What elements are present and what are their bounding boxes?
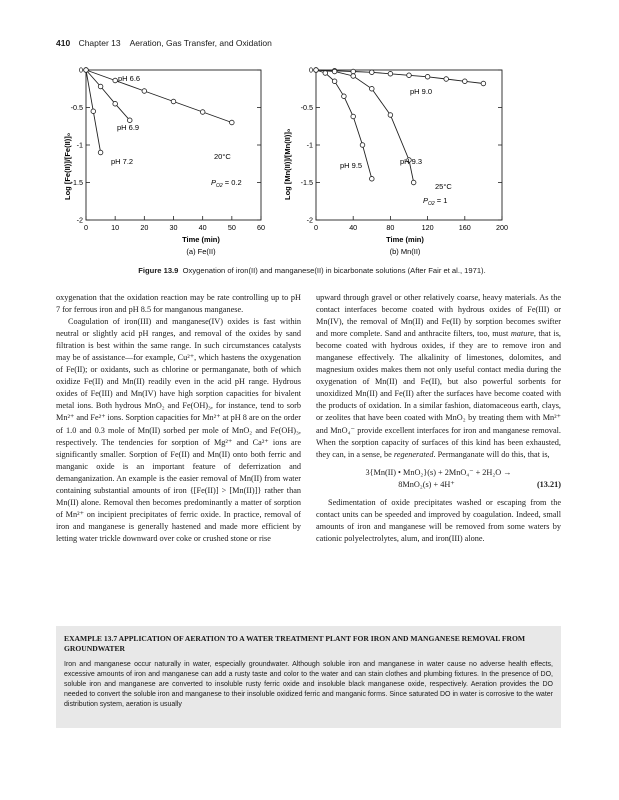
x-tick-label: 50 bbox=[227, 223, 236, 232]
data-point bbox=[481, 81, 486, 86]
x-tick-label: 0 bbox=[314, 223, 318, 232]
po2-label: $P_{O2} = 1$ bbox=[423, 196, 448, 207]
series-label: pH 9.0 bbox=[410, 87, 433, 96]
x-tick-label: 10 bbox=[111, 223, 120, 232]
y-tick-label: -2 bbox=[306, 215, 313, 225]
y-axis-label: Log [Fe(II)]/[Fe(II)]₀ bbox=[63, 132, 72, 200]
x-tick-label: 0 bbox=[84, 223, 88, 232]
data-point bbox=[407, 73, 412, 78]
x-tick-label: 60 bbox=[257, 223, 265, 232]
y-tick-label: -1.5 bbox=[300, 178, 313, 187]
emphasis: mature bbox=[510, 329, 534, 339]
figure-caption bbox=[72, 266, 552, 275]
equation-line: 8MnO₂(s) + 4H⁺ bbox=[398, 479, 455, 489]
chart-fe-ii bbox=[56, 60, 286, 265]
x-tick-label: 40 bbox=[198, 223, 207, 232]
series-line bbox=[316, 70, 483, 84]
emphasis: regenerated bbox=[393, 449, 434, 459]
data-point bbox=[360, 143, 365, 148]
data-point bbox=[113, 101, 118, 106]
data-point bbox=[84, 68, 89, 73]
y-tick-label: 0 bbox=[79, 65, 83, 75]
data-point bbox=[142, 89, 147, 94]
y-tick-label: -1 bbox=[306, 140, 313, 150]
series-label: pH 9.5 bbox=[340, 161, 363, 170]
data-point bbox=[91, 109, 96, 114]
paragraph: oxygenation that the oxidation reaction may be rate controlling up to pH 7 for ferrous iron and pH 8.5 for manganous manganese. bbox=[56, 293, 301, 315]
po2-label: $P_{O2} = 0.2$ bbox=[211, 178, 242, 189]
equation-line: 3{Mn(II) • MnO₂}(s) + 2MnO₄⁻ + 2H₂O → bbox=[365, 467, 512, 477]
data-point bbox=[370, 70, 375, 75]
x-tick-label: 160 bbox=[458, 223, 471, 232]
figure-caption-text: Oxygenation of iron(II) and manganese(II) in bicarbonate solutions (After Fair et al., 1971). bbox=[182, 266, 486, 275]
chapter-label: Chapter 13 bbox=[78, 38, 121, 48]
data-point bbox=[127, 118, 132, 123]
series-line bbox=[86, 70, 232, 123]
data-point bbox=[332, 69, 337, 74]
y-tick-label: -0.5 bbox=[300, 103, 313, 112]
data-point bbox=[411, 180, 416, 185]
series-label: pH 7.2 bbox=[111, 157, 134, 166]
x-tick-label: 30 bbox=[169, 223, 178, 232]
data-point bbox=[351, 74, 356, 79]
x-tick-label: 40 bbox=[349, 223, 358, 232]
data-point bbox=[370, 86, 375, 91]
plot-frame bbox=[86, 70, 261, 220]
data-point bbox=[463, 79, 468, 84]
data-point bbox=[200, 110, 205, 115]
x-tick-label: 200 bbox=[496, 223, 508, 232]
paragraph: Coagulation of iron(III) and manganese(IV) oxides is fast within neutral or slightly acid pH ranges, and removal of the oxides by sand filtration is best within the same range. In such circumstances catalysts may be of assistance—for example, Cu²⁺, which hastens the oxygenation of Fe(II); or oxidants, such as chlorine or permanganate, both of which oxidize Fe(II) and Mn(II) readily even in the acid pH range. Hydrous oxides of Fe(III) and Mn(IV) have high sorption capacities for bivalent metal ions. Both hydrous MnO₂ and Fe(OH)₃, for instance, tend to sorb Mn²⁺ and Fe²⁺ ions. Sorption capacities for Mn²⁺ at pH 8 are on the order of 1.0 and 0.3 mole of Mn(II) sorbed per mole of MnO₂ and Fe(OH)₃, respectively. The tendencies for sorption of Mg²⁺ and Ca²⁺ ions are significantly smaller. Sorption of Fe(II) and Mn(II) onto both ferric and manganic oxide is an important feature of deferrization and demanganization. An example is the easier removal of Mn(II) from water containing substantial amounts of iron {[Fe(II)] > [Mn(II)]} rather than Mn(II) alone. Removal then becomes predominantly a matter of sorption of Mn²⁺ on incipient precipitates of ferric oxide. In practice, removal of iron and manganese is generally hastened and made more efficient by letting water trickle downward over coke or crushed stone or rise bbox=[56, 317, 301, 543]
x-axis-label: Time (min) bbox=[182, 235, 220, 244]
left-column bbox=[56, 292, 301, 545]
data-point bbox=[342, 94, 347, 99]
plot-frame bbox=[316, 70, 502, 220]
equation bbox=[316, 467, 561, 491]
right-column bbox=[316, 292, 561, 545]
data-point bbox=[351, 69, 356, 74]
page-number: 410 bbox=[56, 38, 71, 48]
data-point bbox=[314, 68, 319, 73]
y-tick-label: 0 bbox=[309, 65, 313, 75]
data-point bbox=[370, 176, 375, 181]
y-tick-label: -1.5 bbox=[70, 178, 83, 187]
panel-label: (a) Fe(II) bbox=[186, 247, 216, 256]
running-header bbox=[56, 38, 272, 48]
data-point bbox=[98, 84, 103, 89]
chart-mn-ii bbox=[280, 60, 520, 265]
temperature-label: 20°C bbox=[214, 152, 231, 161]
x-tick-label: 120 bbox=[421, 223, 434, 232]
example-box bbox=[56, 626, 561, 728]
data-point bbox=[444, 77, 449, 82]
y-tick-label: -1 bbox=[76, 140, 83, 150]
data-point bbox=[388, 113, 393, 118]
panel-label: (b) Mn(II) bbox=[389, 247, 421, 256]
figure-number: Figure 13.9 bbox=[138, 266, 179, 275]
data-point bbox=[351, 114, 356, 119]
temperature-label: 25°C bbox=[435, 182, 452, 191]
x-axis-label: Time (min) bbox=[386, 235, 424, 244]
y-tick-label: -2 bbox=[76, 215, 83, 225]
y-axis-label: Log [Mn(II)]/[Mn(II)]₀ bbox=[283, 128, 292, 200]
data-point bbox=[388, 71, 393, 76]
x-tick-label: 20 bbox=[140, 223, 149, 232]
series-label: pH 9.3 bbox=[400, 157, 423, 166]
data-point bbox=[98, 150, 103, 155]
data-point bbox=[113, 78, 118, 83]
equation-number: (13.21) bbox=[536, 479, 561, 489]
series-label: pH 6.6 bbox=[118, 74, 141, 83]
data-point bbox=[425, 74, 430, 79]
paragraph: Sedimentation of oxide precipitates washed or escaping from the contact units can be speeded and improved by coagulation. Indeed, small amounts of iron and manganese will be removed from some waters by cationic polyelectrolytes, alum, and iron(III) alone. bbox=[316, 497, 561, 543]
example-body: Iron and manganese occur naturally in water, especially groundwater. Although soluble iron and manganese in water cause no adverse health effects, excessive amounts of iron and manganese can add a rusty taste and color to the water and can stain clothes and plumbing fixtures. In the presence of DO, soluble iron and manganese are converted to insoluble rusty ferric oxide and insoluble black manganese oxide, respectively. Aeration provides the DO needed to convert the soluble iron and manganese to their insoluble oxidized ferric and manganic forms. Since saturated DO in water is corrosive to the water distribution system, aeration is usually bbox=[64, 661, 553, 708]
y-tick-label: -0.5 bbox=[70, 103, 83, 112]
data-point bbox=[323, 71, 328, 76]
series-label: pH 6.9 bbox=[117, 123, 140, 132]
data-point bbox=[230, 120, 235, 125]
data-point bbox=[332, 79, 337, 84]
data-point bbox=[171, 99, 176, 104]
paragraph: upward through gravel or other relatively coarse, heavy materials. As the contact interfaces become coated with hydrous oxides of Fe(III) or Mn(IV), the removal of Mn(II) and Fe(II) by sorption becomes swifter and more complete. Sand and anthracite filters, too, must mature, that is, become coated with hydrous oxides, if they are to remove iron and manganese effectively. The alkalinity of limestones, dolomites, and magnesium oxides makes them not only useful contact media during the oxygenation of Mn(II) and Fe(II), but also powerful sorbents for unoxidized Mn(II) and Fe(II) after the surfaces have become coated with the products of oxidation. In a similar fashion, diatomaceous earth, clays, or zeolites that have been coated with MnO₂ by treating them with Mn²⁺ and MnO₄⁻ provide excellent interfaces for iron and manganese removal. When the sorption capacity of surfaces of this kind has been exhausted, they can, in a sense, be regenerated. Permanganate will do this, that is, bbox=[316, 293, 561, 459]
x-tick-label: 80 bbox=[386, 223, 395, 232]
example-title: EXAMPLE 13.7 APPLICATION OF AERATION TO A WATER TREATMENT PLANT FOR IRON AND MANGANESE REMOVAL FROM GROUNDWATER bbox=[64, 634, 526, 653]
chapter-title: Aeration, Gas Transfer, and Oxidation bbox=[129, 38, 272, 48]
